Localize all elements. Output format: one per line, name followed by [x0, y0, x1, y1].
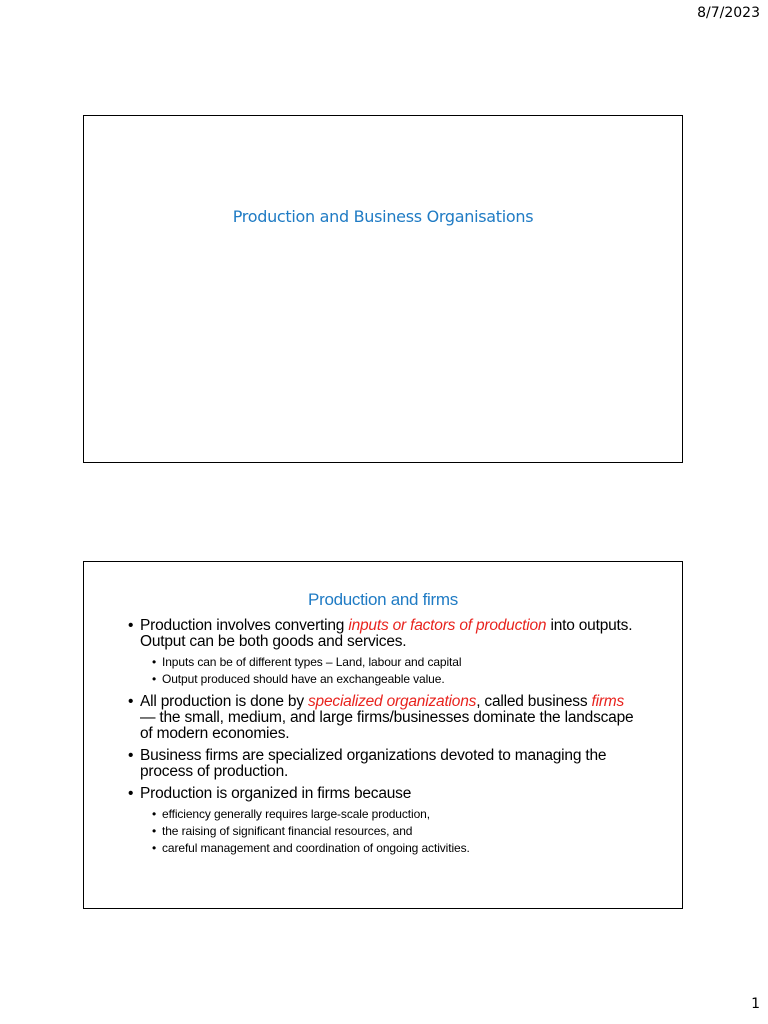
bullet-item: • Business firms are specialized organizations devoted to managing the process of production. [128, 748, 640, 780]
sub-bullet-item: • Output produced should have an exchangeable value. [152, 671, 640, 688]
sub-bullet-item: • Inputs can be of different types – Land, labour and capital [152, 654, 640, 671]
highlight-text: inputs or factors of production [348, 617, 547, 634]
highlight-text: firms [591, 693, 625, 710]
bullet-item [128, 618, 640, 688]
page-number: 1 [751, 996, 760, 1012]
sub-bullet-list [140, 654, 640, 688]
bullet-text: , called business [476, 693, 592, 710]
page-date: 8/7/2023 [697, 5, 760, 21]
bullet-text: All production is done by [140, 693, 308, 710]
bullet-item [128, 786, 640, 857]
bullet-item [128, 694, 640, 742]
bullet-list [128, 618, 640, 863]
bullet-text: Production involves converting [140, 617, 349, 634]
sub-bullet-item: • efficiency generally requires large-scale production, [152, 806, 640, 823]
slide-2-title: Production and firms [308, 590, 458, 609]
slide-1-title: Production and Business Organisations [232, 207, 534, 226]
bullet-text: Production is organized in firms because [140, 785, 412, 802]
bullet-text: into outputs. Output can be both goods and services. [140, 617, 633, 650]
sub-bullet-item: • careful management and coordination of ongoing activities. [152, 840, 640, 857]
highlight-text: specialized organizations [308, 693, 477, 710]
slide-2 [83, 561, 683, 909]
sub-bullet-item: • the raising of significant financial resources, and [152, 823, 640, 840]
bullet-text: — the small, medium, and large firms/businesses dominate the landscape of modern economies. [140, 709, 634, 742]
slide-1 [83, 115, 683, 463]
sub-bullet-list [140, 806, 640, 857]
